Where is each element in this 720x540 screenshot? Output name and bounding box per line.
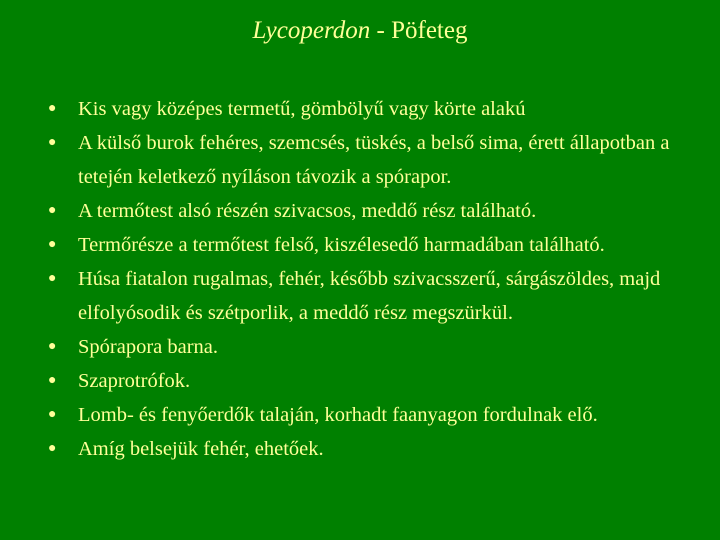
bullet-icon: ● [48,135,57,150]
bullet-icon: ● [48,407,57,422]
bullet-text: Spórapora barna. [78,336,219,358]
bullet-item [48,262,708,330]
title-separator: - [370,17,392,44]
bullet-item [48,330,708,364]
bullet-item [48,432,708,466]
title-genus: Lycoperdon [252,17,371,44]
bullet-item [48,228,708,262]
bullet-icon: ● [48,271,57,286]
bullet-icon: ● [48,441,57,456]
bullet-text: Kis vagy középes termetű, gömbölyű vagy körte alakú [78,98,526,120]
bullet-text: Amíg belsejük fehér, ehetőek. [78,438,324,460]
bullet-list [48,92,708,466]
slide-title [0,14,720,48]
bullet-text: A termőtest alsó részén szivacsos, meddő rész található. [78,200,537,222]
bullet-icon: ● [48,237,57,252]
title-common-name: Pöfeteg [391,17,468,44]
bullet-icon: ● [48,339,57,354]
bullet-text: A külső burok fehéres, szemcsés, tüskés, a belső sima, érett állapotban a tetején keletkező nyíláson távozik a spórapor. [78,132,670,188]
bullet-text: Húsa fiatalon rugalmas, fehér, később szivacsszerű, sárgászöldes, majd elfolyósodik és szétporlik, a meddő rész megszürkül. [78,268,661,324]
bullet-item [48,364,708,398]
bullet-icon: ● [48,203,57,218]
bullet-text: Termőrésze a termőtest felső, kiszélesedő harmadában található. [78,234,605,256]
bullet-icon: ● [48,101,57,116]
bullet-item [48,92,708,126]
bullet-text: Lomb- és fenyőerdők talaján, korhadt faanyagon fordulnak elő. [78,404,598,426]
bullet-item [48,126,708,194]
bullet-item [48,398,708,432]
bullet-item [48,194,708,228]
bullet-text: Szaprotrófok. [78,370,191,392]
bullet-icon: ● [48,373,57,388]
